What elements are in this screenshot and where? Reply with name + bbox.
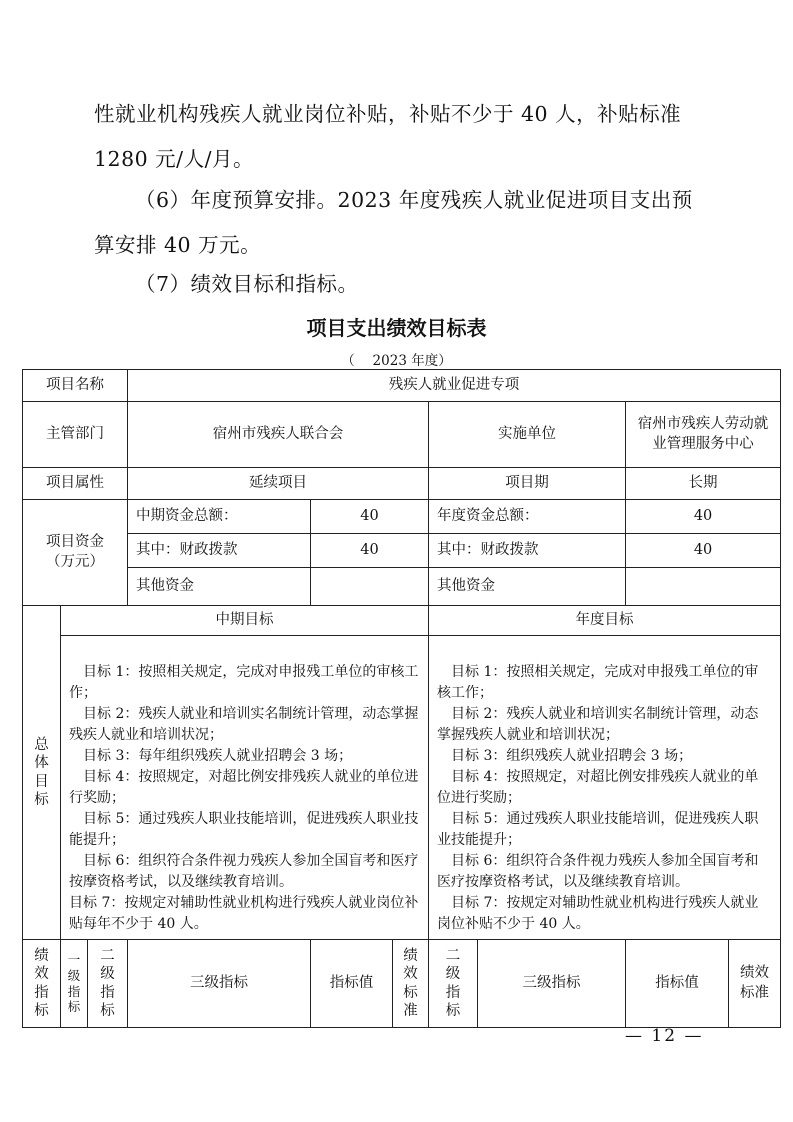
- table-title: 项目支出绩效目标表: [306, 316, 487, 340]
- goal-item: 目标 5：通过残疾人职业技能培训，促进残疾人职业技能提升；: [437, 811, 759, 848]
- paragraph-line: （6）年度预算安排。2023 年度残疾人就业促进项目支出预: [135, 188, 693, 212]
- mid-other: [311, 568, 429, 606]
- mid-fiscal: 40: [311, 534, 429, 568]
- goal-item: 目标 5：通过残疾人职业技能培训，促进残疾人职业技能提升；: [69, 811, 419, 848]
- attr: 延续项目: [128, 468, 429, 500]
- value-label-year: 指标值: [626, 940, 729, 1028]
- performance-table: [22, 369, 781, 1028]
- fiscal-label-year: 其中：财政拨款: [429, 534, 626, 568]
- goal-item: 目标 1：按照相关规定，完成对申报残工单位的审核工作；: [69, 664, 419, 701]
- paragraph-budget: [94, 178, 704, 268]
- mid-total-label: 中期资金总额：: [128, 500, 311, 534]
- dept: 宿州市残疾人联合会: [128, 402, 429, 468]
- paragraph-line: 算安排 40 万元。: [94, 233, 262, 257]
- level1-label: 一 级 指 标: [61, 940, 88, 1028]
- paragraph-line: 性就业机构残疾人就业岗位补贴，补贴不少于 40 人，补贴标准: [94, 102, 682, 126]
- impl-label: 实施单位: [429, 402, 626, 468]
- page-number: — 12 —: [625, 1026, 704, 1046]
- goal-item: 目标 7：按规定对辅助性就业机构进行残疾人就业岗位补贴不少于 40 人。: [437, 895, 759, 932]
- mid-goals: [61, 636, 429, 940]
- fund-label: 项目资金 （万元）: [23, 500, 128, 606]
- year-goal-header: 年度目标: [429, 606, 781, 636]
- level3-label-year: 三级指标: [478, 940, 626, 1028]
- period-label: 项目期: [429, 468, 626, 500]
- goal-item: 目标 2：残疾人就业和培训实名制统计管理，动态掌握残疾人就业和培训状况；: [69, 706, 419, 743]
- fiscal-label: 其中：财政拨款: [128, 534, 311, 568]
- paragraph-goals-heading: （7）绩效目标和指标。: [135, 272, 359, 296]
- attr-label: 项目属性: [23, 468, 128, 500]
- table-year: （ 2023 年度）: [341, 353, 452, 369]
- goal-item: 目标 3：每年组织残疾人就业招聘会 3 场；: [83, 748, 353, 764]
- standard-label: 绩 效 标 准: [393, 940, 429, 1028]
- goal-item: 目标 3：组织残疾人就业招聘会 3 场；: [451, 748, 693, 764]
- year-fiscal: 40: [626, 534, 781, 568]
- overall-goal-label: 总 体 目 标: [23, 606, 61, 940]
- other-label: 其他资金: [128, 568, 311, 606]
- level3-label: 三级指标: [128, 940, 311, 1028]
- level2-label: 二 级 指 标: [88, 940, 128, 1028]
- goal-item: 目标 6：组织符合条件视力残疾人参加全国盲考和医疗按摩资格考试，以及继续教育培训。: [437, 853, 759, 890]
- value-label: 指标值: [311, 940, 393, 1028]
- impl: 宿州市残疾人劳动就业管理服务中心: [626, 402, 781, 468]
- level2-label-year: 二 级 指 标: [429, 940, 478, 1028]
- goal-item: 目标 2：残疾人就业和培训实名制统计管理，动态掌握残疾人就业和培训状况；: [437, 706, 759, 743]
- paragraph-subsidy: [94, 92, 704, 182]
- standard-label-year: 绩效标准: [729, 940, 781, 1028]
- mid-total: 40: [311, 500, 429, 534]
- year-total: 40: [626, 500, 781, 534]
- goal-item: 目标 4：按照规定，对超比例安排残疾人就业的单位进行奖励；: [437, 769, 759, 806]
- goal-item: 目标 7：按规定对辅助性就业机构进行残疾人就业岗位补贴每年不少于 40 人。: [69, 895, 419, 932]
- project-name-label: 项目名称: [23, 370, 128, 402]
- period: 长期: [626, 468, 781, 500]
- indicator-label: 绩 效 指 标: [23, 940, 61, 1028]
- year-other: [626, 568, 781, 606]
- dept-label: 主管部门: [23, 402, 128, 468]
- goal-item: 目标 1：按照相关规定，完成对申报残工单位的审核工作；: [437, 664, 759, 701]
- year-goals: [429, 636, 781, 940]
- project-name: 残疾人就业促进专项: [128, 370, 781, 402]
- mid-goal-header: 中期目标: [61, 606, 429, 636]
- goal-item: 目标 6：组织符合条件视力残疾人参加全国盲考和医疗按摩资格考试，以及继续教育培训。: [69, 853, 419, 890]
- year-total-label: 年度资金总额：: [429, 500, 626, 534]
- goal-item: 目标 4：按照规定，对超比例安排残疾人就业的单位进行奖励；: [69, 769, 419, 806]
- other-label-year: 其他资金: [429, 568, 626, 606]
- paragraph-line: 1280 元/人/月。: [94, 147, 255, 171]
